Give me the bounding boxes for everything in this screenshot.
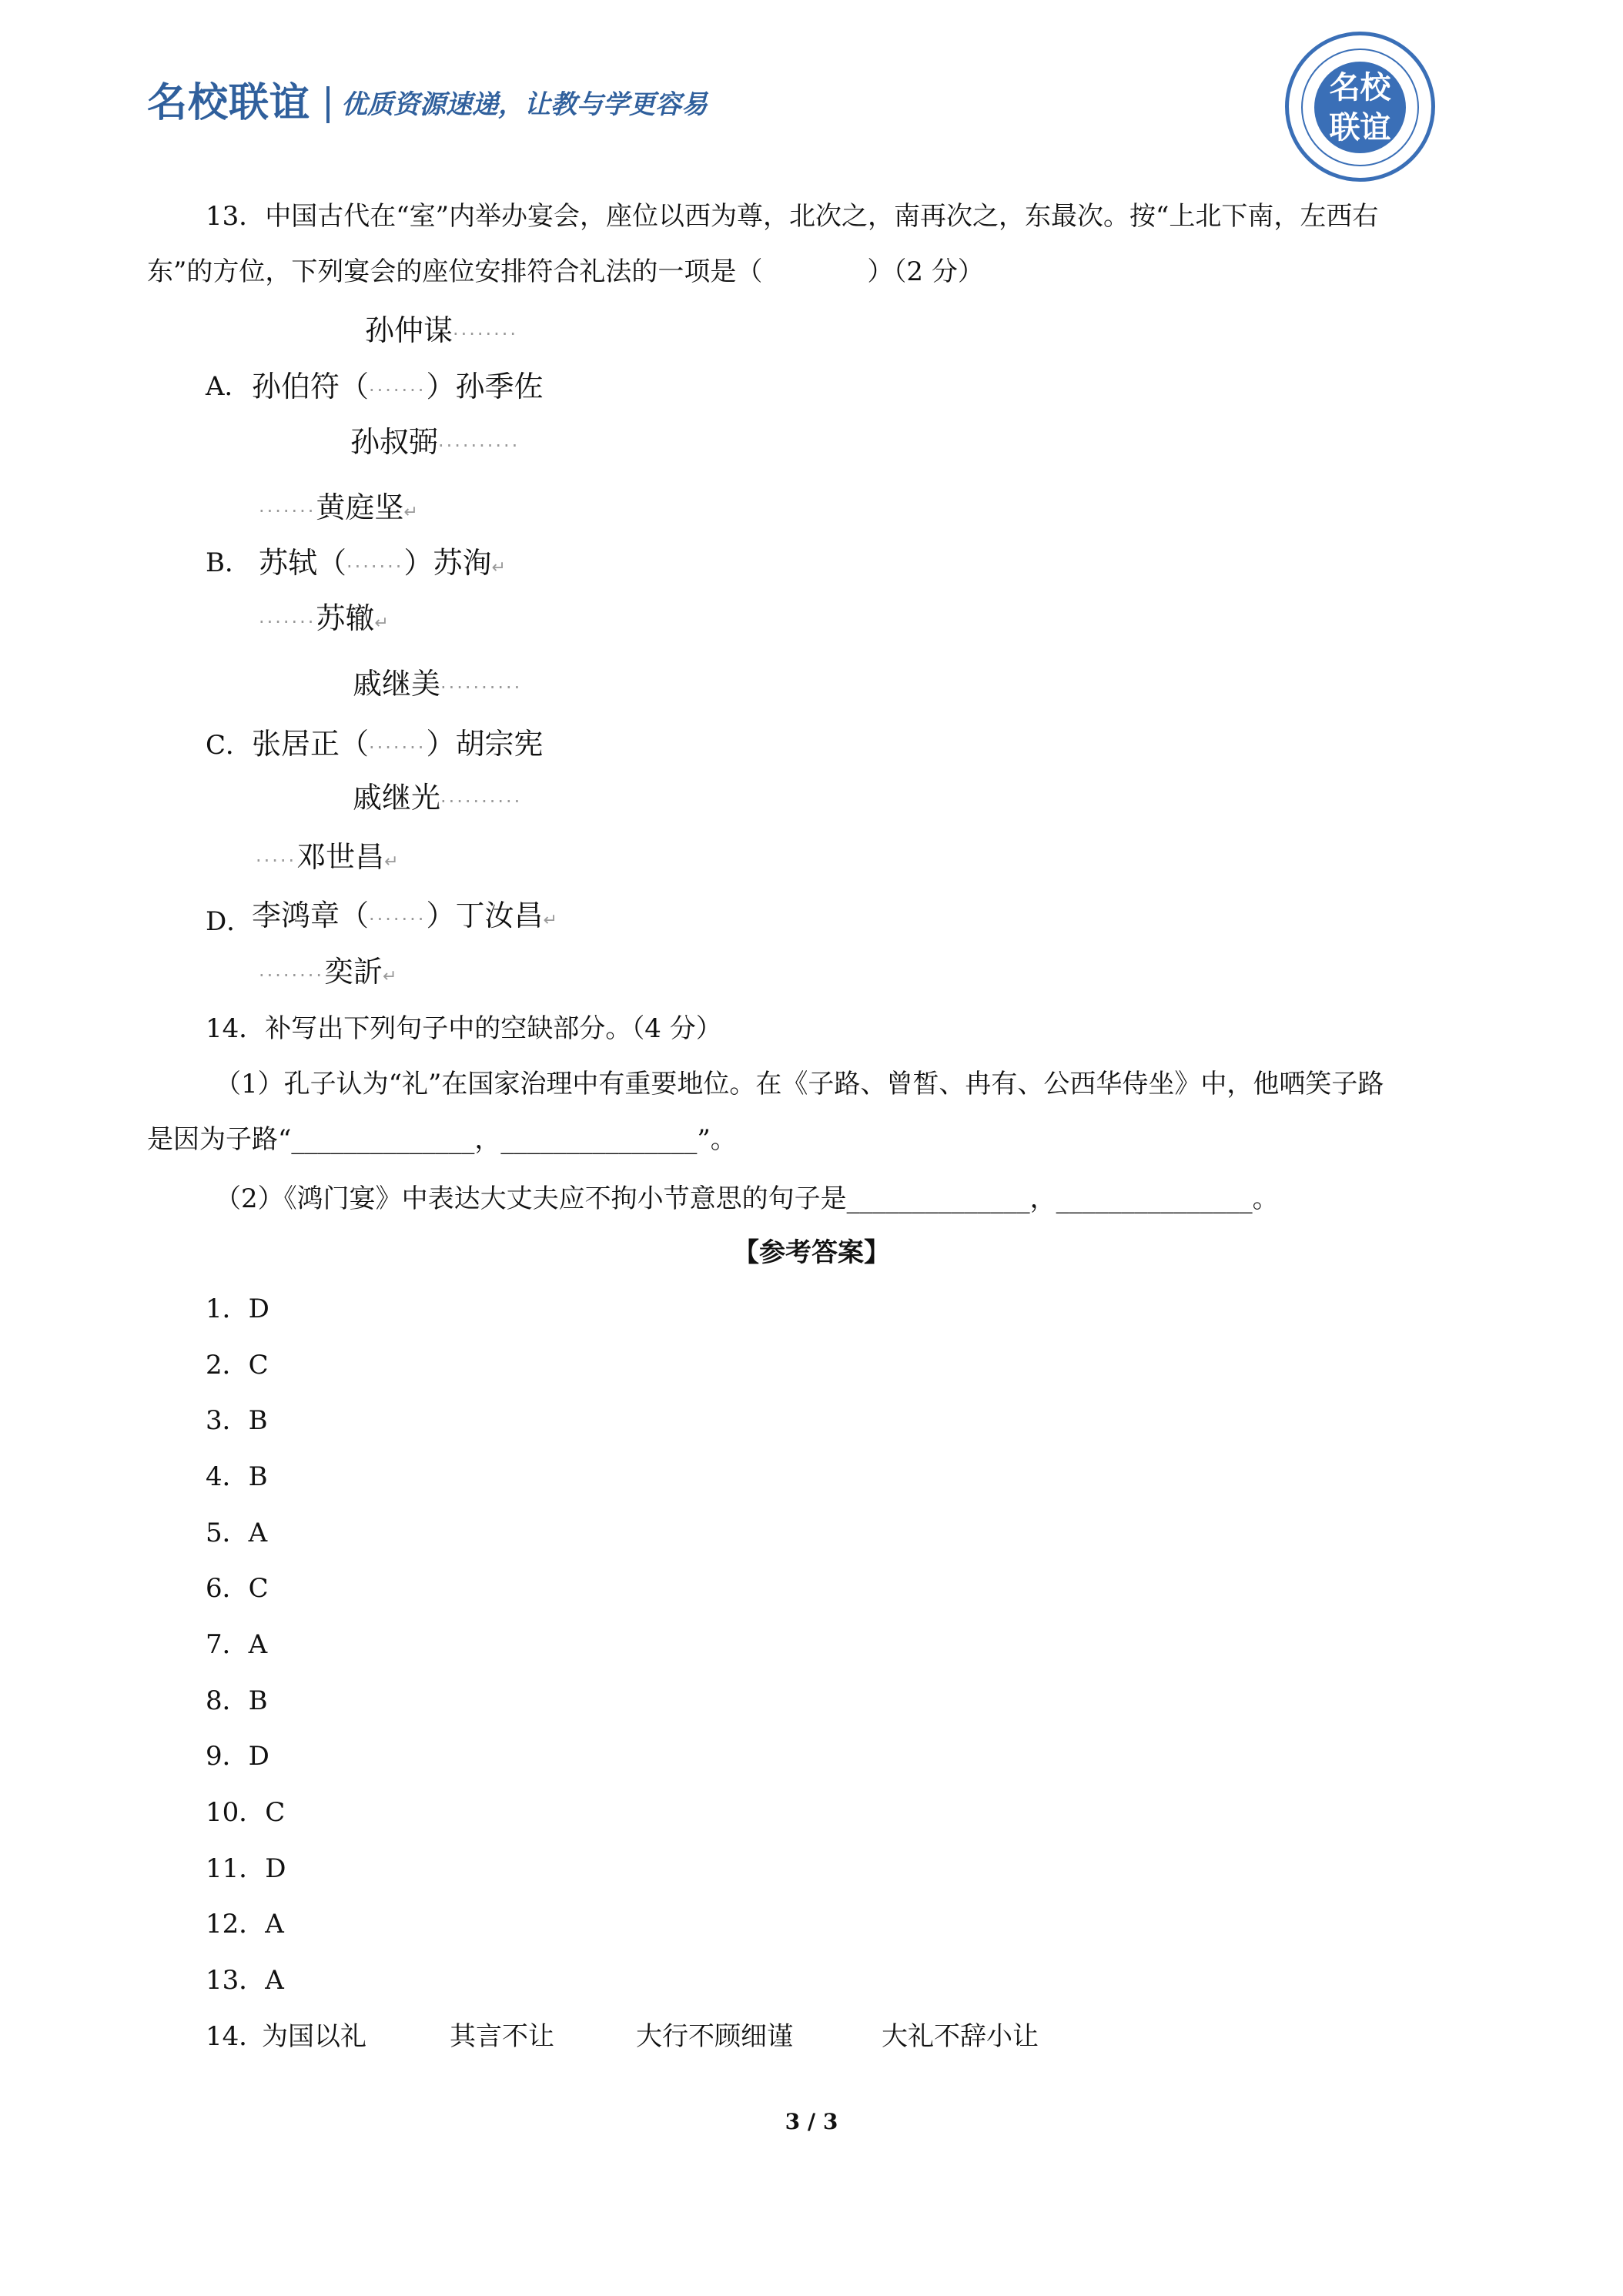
answer-q14-part: 大行不顾细谨 — [636, 2021, 793, 2052]
answer-item: 4．B — [206, 1461, 268, 1492]
answer-q14-part: 为国以礼 — [262, 2021, 366, 2052]
option-d-row: 李鸿章（·······）丁汝昌↵ — [252, 899, 557, 932]
answer-item: 13．A — [206, 1965, 284, 1996]
brand-logo-text: 名校联谊 — [147, 80, 311, 126]
header-divider — [326, 86, 330, 123]
answer-item: 5．A — [206, 1518, 268, 1548]
answer-item: 6．C — [206, 1573, 269, 1604]
q14-title: 14．补写出下列句子中的空缺部分。（4 分） — [206, 1013, 722, 1044]
option-d-label: D． — [206, 906, 253, 937]
option-c-north: 戚继美·········· — [353, 667, 523, 701]
answer-item: 8．B — [206, 1685, 268, 1716]
option-b-north: ·······黄庭坚↵ — [259, 490, 418, 524]
option-a-south: 孙叔弼·········· — [350, 425, 520, 459]
option-d-north: ·····邓世昌↵ — [256, 840, 399, 874]
answer-q14-part: 大礼不辞小让 — [882, 2021, 1039, 2052]
seal-text: 名校联谊 — [1314, 62, 1406, 153]
page-number: 3 / 3 — [785, 2109, 838, 2134]
q13-line1: 13．中国古代在“室”内举办宴会，座位以西为尊，北次之，南再次之，东最次。按“上北下南，左西右 — [206, 201, 1379, 232]
answer-item: 1．D — [206, 1294, 269, 1324]
answer-item: 11．D — [206, 1853, 286, 1884]
answer-item: 12．A — [206, 1909, 284, 1940]
header-slogan: 优质资源速递，让教与学更容易 — [341, 89, 708, 120]
answer-item: 2．C — [206, 1350, 269, 1381]
answer-item: 9．D — [206, 1741, 269, 1772]
option-a-north: 孙仲谋········ — [365, 313, 519, 347]
option-a-label: A． — [206, 371, 251, 402]
option-b-row: 苏轼（·······）苏洵↵ — [259, 546, 506, 580]
option-a-row: 孙伯符（·······）孙季佐 — [252, 370, 544, 403]
answers-heading: 【参考答案】 — [733, 1237, 890, 1268]
option-c-row: 张居正（·······）胡宗宪 — [252, 727, 544, 761]
q14-part1-line1: （1）孔子认为“礼”在国家治理中有重要地位。在《子路、曾皙、冉有、公西华侍坐》中，他哂笑子路 — [215, 1069, 1384, 1099]
q13-line2: 东”的方位，下列宴会的座位安排符合礼法的一项是（ ）（2 分） — [147, 256, 984, 287]
answer-item: 10．C — [206, 1797, 286, 1828]
answer-item: 3．B — [206, 1405, 268, 1436]
option-c-label: C． — [206, 730, 253, 761]
option-d-south: ········奕訢↵ — [259, 955, 397, 989]
option-b-south: ·······苏辙↵ — [259, 601, 389, 635]
answer-q14-label: 14． — [206, 2021, 266, 2052]
answer-q14-part: 其言不让 — [450, 2021, 554, 2052]
q14-part1-line2: 是因为子路“______________，_______________”。 — [147, 1124, 737, 1155]
option-c-south: 戚继光·········· — [353, 781, 523, 815]
option-b-label: B． — [206, 547, 251, 578]
q14-part2: （2）《鸿门宴》中表达大丈夫应不拘小节意思的句子是______________，_______________。 — [215, 1183, 1279, 1214]
answer-item: 7．A — [206, 1629, 268, 1660]
